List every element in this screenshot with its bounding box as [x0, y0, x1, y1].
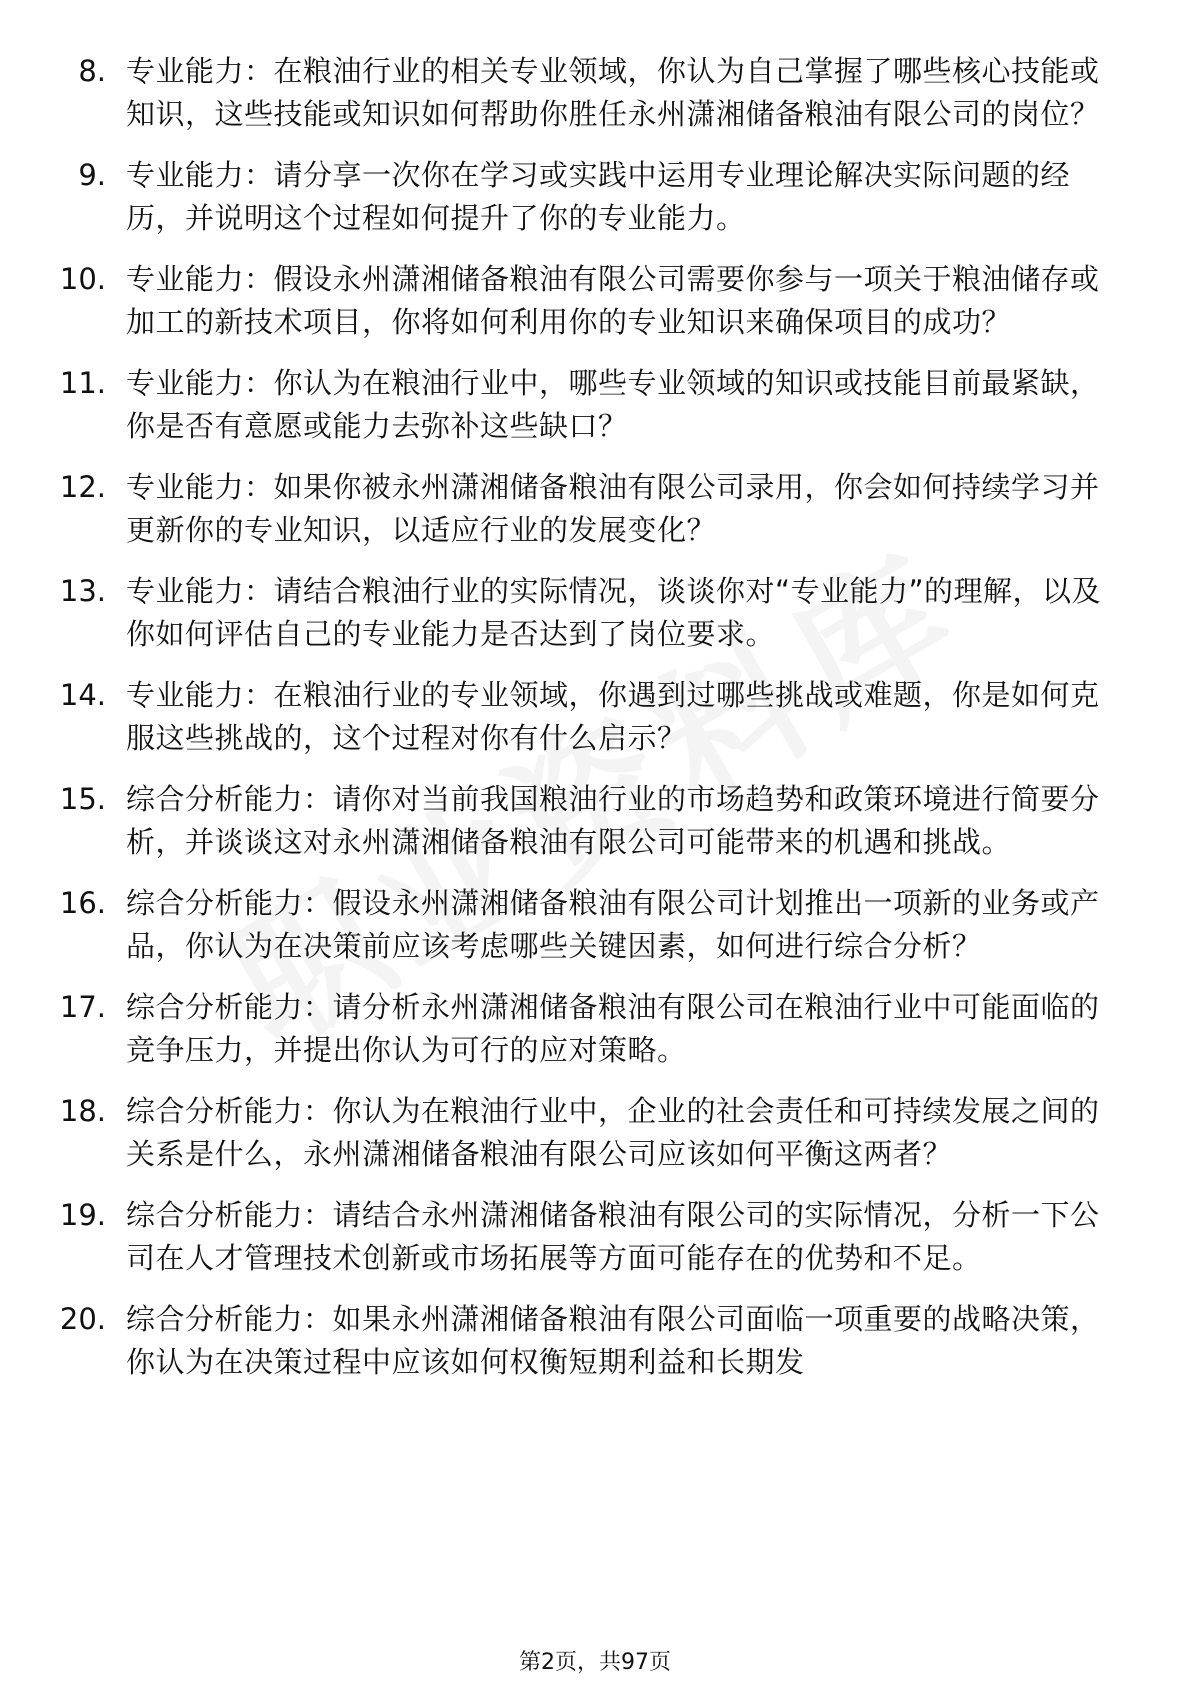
question-number: 18.	[59, 1094, 106, 1128]
question-item	[0, 1090, 1190, 1176]
question-number: 14.	[59, 678, 106, 712]
question-text: 综合分析能力：请你对当前我国粮油行业的市场趋势和政策环境进行简要分析，并谈谈这对永州潇湘储备粮油有限公司可能带来的机遇和挑战。	[126, 782, 1100, 859]
question-item	[0, 362, 1190, 448]
question-item	[0, 674, 1190, 760]
question-item	[0, 570, 1190, 656]
question-number: 15.	[59, 782, 106, 816]
question-number: 20.	[59, 1302, 106, 1336]
question-number: 17.	[59, 990, 106, 1024]
question-number: 8.	[78, 54, 106, 88]
question-number: 19.	[59, 1198, 106, 1232]
question-number: 11.	[59, 366, 106, 400]
question-text: 专业能力：假设永州潇湘储备粮油有限公司需要你参与一项关于粮油储存或加工的新技术项目，你将如何利用你的专业知识来确保项目的成功？	[126, 262, 1100, 339]
question-text: 专业能力：在粮油行业的相关专业领域，你认为自己掌握了哪些核心技能或知识，这些技能或知识如何帮助你胜任永州潇湘储备粮油有限公司的岗位？	[126, 54, 1100, 131]
question-number: 13.	[59, 574, 106, 608]
question-item	[0, 1298, 1190, 1384]
question-number: 16.	[59, 886, 106, 920]
question-text: 综合分析能力：假设永州潇湘储备粮油有限公司计划推出一项新的业务或产品，你认为在决策前应该考虑哪些关键因素，如何进行综合分析？	[126, 886, 1100, 963]
question-text: 综合分析能力：你认为在粮油行业中，企业的社会责任和可持续发展之间的关系是什么，永州潇湘储备粮油有限公司应该如何平衡这两者？	[126, 1094, 1100, 1171]
question-item	[0, 882, 1190, 968]
question-text: 专业能力：请分享一次你在学习或实践中运用专业理论解决实际问题的经历，并说明这个过程如何提升了你的专业能力。	[126, 158, 1071, 235]
question-text: 专业能力：在粮油行业的专业领域，你遇到过哪些挑战或难题，你是如何克服这些挑战的，这个过程对你有什么启示？	[126, 678, 1100, 755]
question-number: 9.	[78, 158, 106, 192]
question-list	[0, 50, 1190, 1402]
question-text: 综合分析能力：如果永州潇湘储备粮油有限公司面临一项重要的战略决策，你认为在决策过程中应该如何权衡短期利益和长期发	[126, 1302, 1100, 1379]
question-item	[0, 50, 1190, 136]
question-item	[0, 986, 1190, 1072]
question-number: 10.	[59, 262, 106, 296]
question-item	[0, 466, 1190, 552]
question-number: 12.	[59, 470, 106, 504]
question-text: 专业能力：请结合粮油行业的实际情况，谈谈你对“专业能力”的理解，以及你如何评估自己的专业能力是否达到了岗位要求。	[126, 574, 1102, 651]
question-item	[0, 154, 1190, 240]
question-text: 专业能力：你认为在粮油行业中，哪些专业领域的知识或技能目前最紧缺，你是否有意愿或能力去弥补这些缺口？	[126, 366, 1100, 443]
question-item	[0, 778, 1190, 864]
question-text: 综合分析能力：请结合永州潇湘储备粮油有限公司的实际情况，分析一下公司在人才管理技术创新或市场拓展等方面可能存在的优势和不足。	[126, 1198, 1100, 1275]
question-text: 专业能力：如果你被永州潇湘储备粮油有限公司录用，你会如何持续学习并更新你的专业知识，以适应行业的发展变化？	[126, 470, 1100, 547]
page-footer	[0, 1649, 1190, 1677]
page-number-label: 第2页，共97页	[519, 1650, 671, 1675]
question-item	[0, 258, 1190, 344]
question-text: 综合分析能力：请分析永州潇湘储备粮油有限公司在粮油行业中可能面临的竞争压力，并提出你认为可行的应对策略。	[126, 990, 1100, 1067]
question-item	[0, 1194, 1190, 1280]
